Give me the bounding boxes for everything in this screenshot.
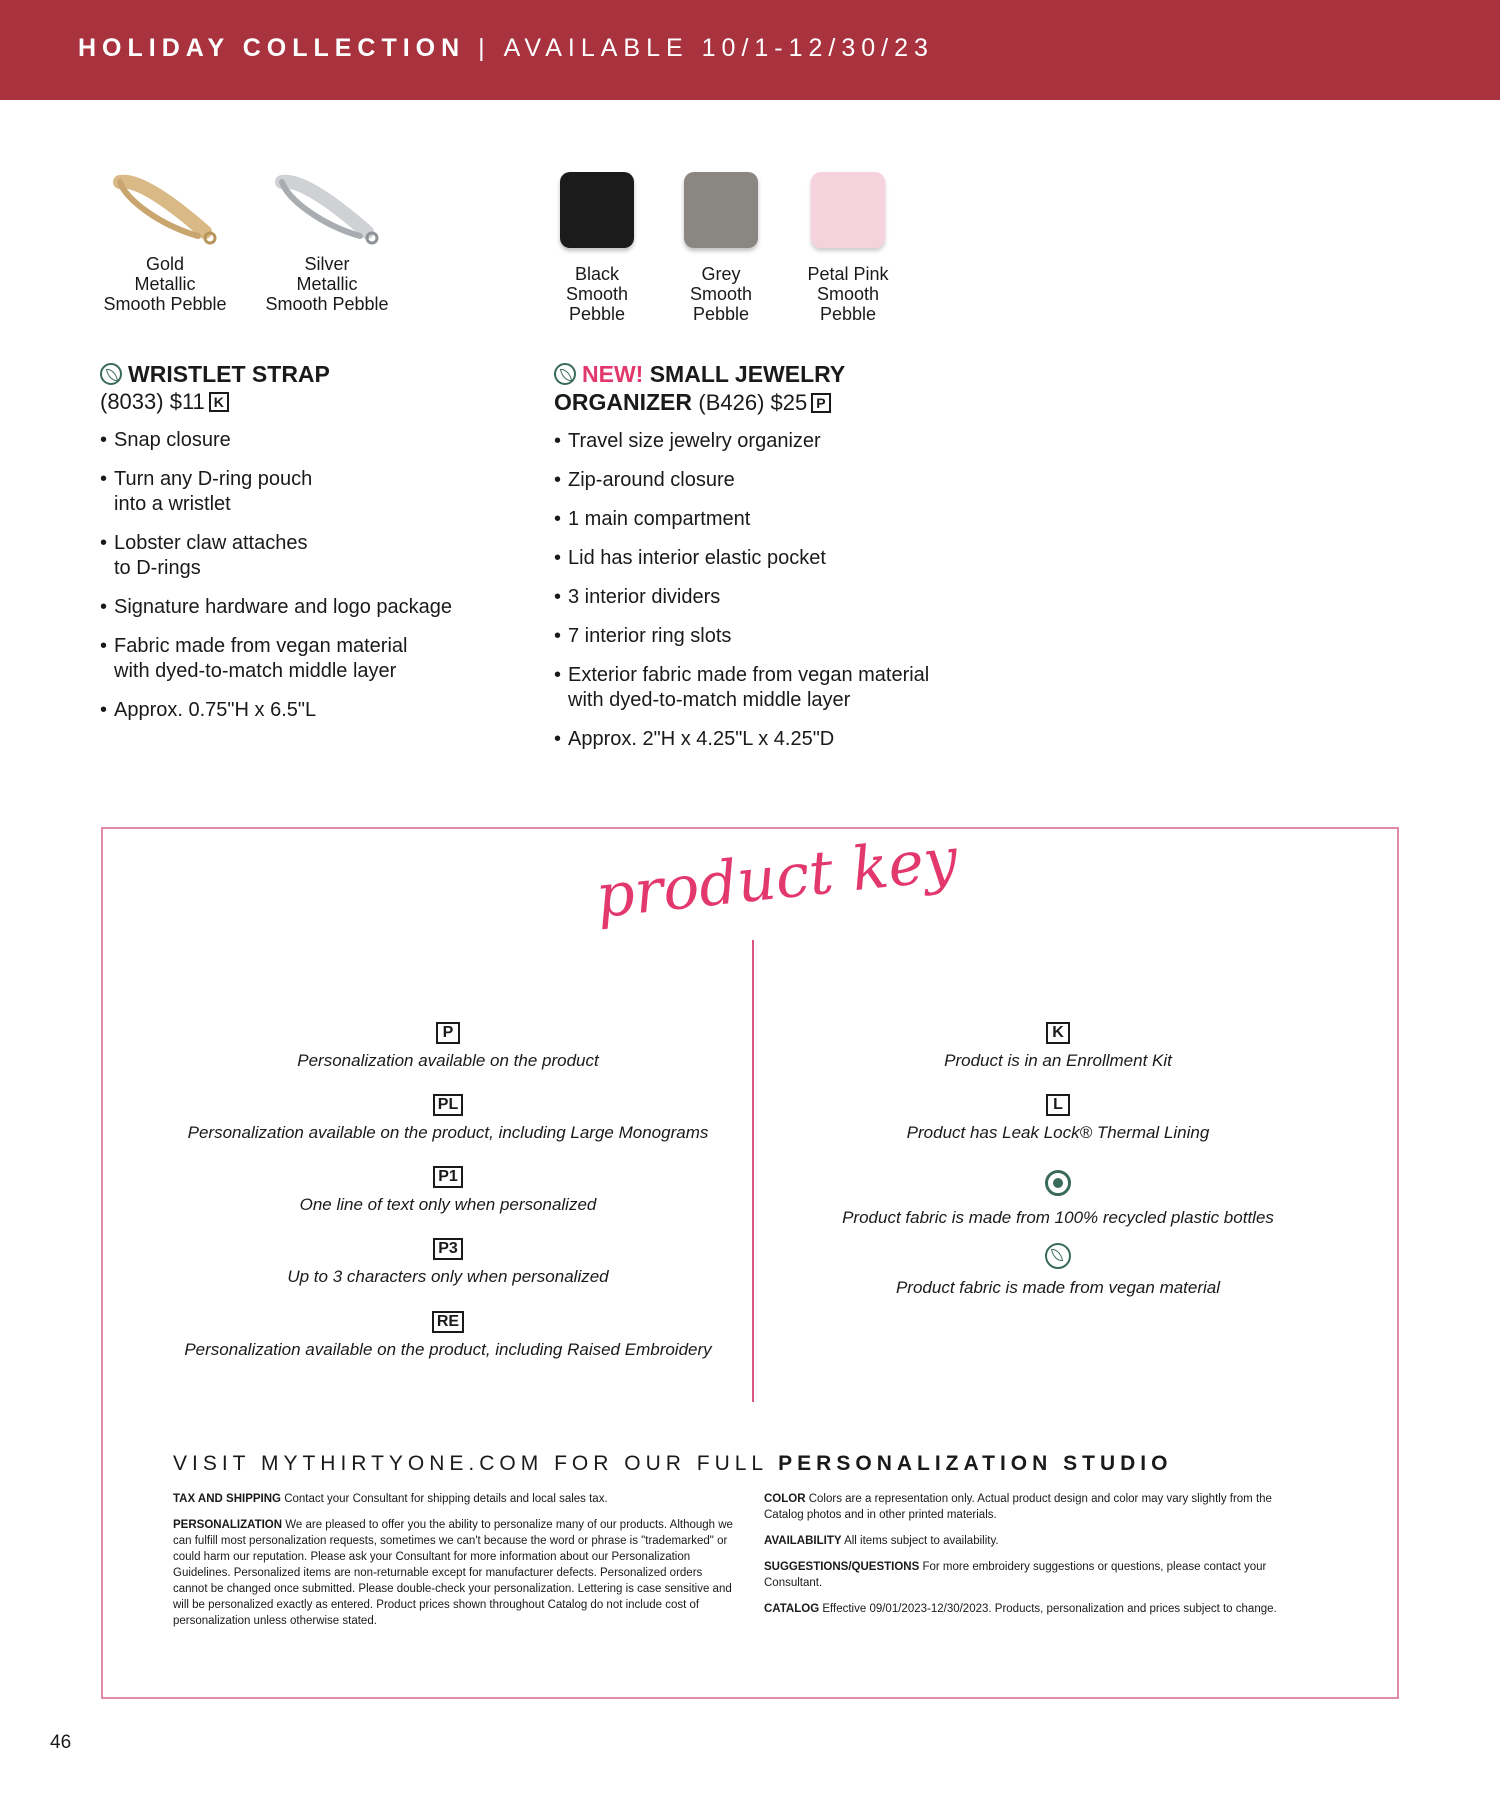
gold-strap-image <box>110 170 220 250</box>
wristlet-features <box>100 428 520 723</box>
key-item-l <box>758 1094 1358 1144</box>
list-item: • 3 interior dividers <box>554 585 1014 610</box>
key-item-vegan <box>758 1243 1358 1299</box>
page-number: 46 <box>50 1732 72 1753</box>
header-title <box>78 34 934 63</box>
key-description: Up to 3 characters only when personalized <box>287 1267 609 1286</box>
key-description: Product is in an Enrollment Kit <box>944 1051 1172 1070</box>
key-badge: P1 <box>433 1166 463 1188</box>
key-description: Personalization available on the product, including Raised Embroidery <box>184 1340 712 1359</box>
wristlet-price: (8033) $11 K <box>100 388 520 416</box>
black-organizer-image <box>560 172 634 248</box>
list-item: • Travel size jewelry organizer <box>554 429 1014 454</box>
recycle-icon <box>1045 1170 1071 1196</box>
key-badge: K <box>1046 1022 1070 1044</box>
swatch-label: Grey Smooth Pebble <box>689 264 753 324</box>
key-item-p3 <box>148 1238 748 1288</box>
wristlet-product <box>100 360 520 737</box>
list-item: • Signature hardware and logo package <box>100 595 520 620</box>
swatch-label: Silver Metallic Smooth Pebble <box>265 254 389 314</box>
key-description: Product has Leak Lock® Thermal Lining <box>906 1123 1210 1142</box>
visit-prefix: VISIT MYTHIRTYONE.COM FOR OUR FULL <box>173 1452 768 1475</box>
swatch-petal-pink[interactable] <box>793 172 903 324</box>
swatch-silver[interactable] <box>257 170 397 314</box>
collection-title: HOLIDAY COLLECTION <box>78 34 466 62</box>
fine-print-item: PERSONALIZATION We are pleased to offer you the ability to personalize many of our products. Although we can fulfill most personalization requests, sometimes we can't because the word or phrase is "trademarked" or could harm our reputation. Please ask your Consultant for more information about our Personalization Guidelines. Personalized items are non-returnable except for manufacturer defects. Personalized orders cannot be changed once submitted. Please double-check your personalization. Lettering is case sensitive and will be personalized exactly as entered. Product prices shown throughout Catalog do not include cost of personalization unless otherwise stated. <box>173 1519 733 1627</box>
vegan-leaf-icon <box>1045 1243 1071 1269</box>
list-item: • Approx. 2"H x 4.25"L x 4.25"D <box>554 727 1014 752</box>
key-item-pl <box>148 1094 748 1144</box>
swatch-black[interactable] <box>547 172 647 324</box>
fine-print-item: TAX AND SHIPPING Contact your Consultant for shipping details and local sales tax. <box>173 1493 608 1505</box>
fine-print-right <box>764 1491 1294 1627</box>
fine-print-item: COLOR Colors are a representation only. Actual product design and color may vary slightly from the Catalog photos and in other printed materials. <box>764 1493 1272 1521</box>
vegan-leaf-icon <box>100 363 122 385</box>
organizer-product <box>554 360 1014 766</box>
vegan-leaf-icon <box>554 363 576 385</box>
fine-print-left <box>173 1491 733 1639</box>
list-item: • Lobster claw attaches to D-rings <box>100 531 520 581</box>
key-badge: P <box>811 393 830 413</box>
fine-print-item: AVAILABILITY All items subject to availability. <box>764 1535 999 1547</box>
list-item: • 7 interior ring slots <box>554 624 1014 649</box>
key-badge: PL <box>433 1094 463 1116</box>
key-item-recycled <box>758 1170 1358 1229</box>
swatch-label: Black Smooth Pebble <box>565 264 629 324</box>
new-badge: NEW! <box>582 361 644 387</box>
list-item: • Turn any D-ring pouch into a wristlet <box>100 467 520 517</box>
list-item: • Lid has interior elastic pocket <box>554 546 1014 571</box>
key-description: One line of text only when personalized <box>299 1195 597 1214</box>
key-description: Personalization available on the product, including Large Monograms <box>187 1123 709 1142</box>
key-item-k <box>758 1022 1358 1072</box>
organizer-price: (B426) $25 <box>698 390 808 415</box>
list-item: • Snap closure <box>100 428 520 453</box>
key-badge: P <box>436 1022 460 1044</box>
list-item: • Exterior fabric made from vegan material with dyed-to-match middle layer <box>554 663 1014 713</box>
key-description: Product fabric is made from 100% recycled plastic bottles <box>842 1208 1274 1227</box>
key-badge: RE <box>432 1311 464 1333</box>
list-item: • Fabric made from vegan material with dyed-to-match middle layer <box>100 634 520 684</box>
key-description: Product fabric is made from vegan material <box>895 1278 1221 1297</box>
visit-line <box>173 1452 1172 1476</box>
organizer-title-line2: ORGANIZER (B426) $25 P <box>554 388 1014 417</box>
key-description: Personalization available on the product <box>297 1051 599 1070</box>
product-key-title: product key <box>592 824 961 932</box>
header-separator: | <box>478 34 491 62</box>
wristlet-title: WRISTLET STRAP <box>100 360 520 388</box>
grey-organizer-image <box>684 172 758 248</box>
visit-bold: PERSONALIZATION STUDIO <box>778 1452 1173 1475</box>
fine-print-item: CATALOG Effective 09/01/2023-12/30/2023. Products, personalization and prices subject to change. <box>764 1603 1277 1615</box>
key-badge: K <box>209 392 229 412</box>
key-item-p <box>148 1022 748 1072</box>
organizer-title: NEW! SMALL JEWELRY <box>554 360 1014 388</box>
key-item-re <box>148 1311 748 1361</box>
key-item-p1 <box>148 1166 748 1216</box>
list-item: • 1 main compartment <box>554 507 1014 532</box>
swatch-gold[interactable] <box>95 170 235 314</box>
swatch-label: Petal Pink Smooth Pebble <box>807 264 889 324</box>
list-item: • Approx. 0.75"H x 6.5"L <box>100 698 520 723</box>
list-item: • Zip-around closure <box>554 468 1014 493</box>
key-badge: L <box>1046 1094 1070 1116</box>
organizer-features <box>554 429 1014 752</box>
pink-organizer-image <box>811 172 885 248</box>
availability-dates: AVAILABLE 10/1-12/30/23 <box>503 34 934 62</box>
swatch-grey[interactable] <box>671 172 771 324</box>
key-badge: P3 <box>433 1238 463 1260</box>
silver-strap-image <box>272 170 382 250</box>
fine-print-item: SUGGESTIONS/QUESTIONS For more embroidery suggestions or questions, please contact your Consultant. <box>764 1561 1267 1589</box>
product-key-divider <box>752 940 754 1402</box>
swatch-label: Gold Metallic Smooth Pebble <box>103 254 227 314</box>
